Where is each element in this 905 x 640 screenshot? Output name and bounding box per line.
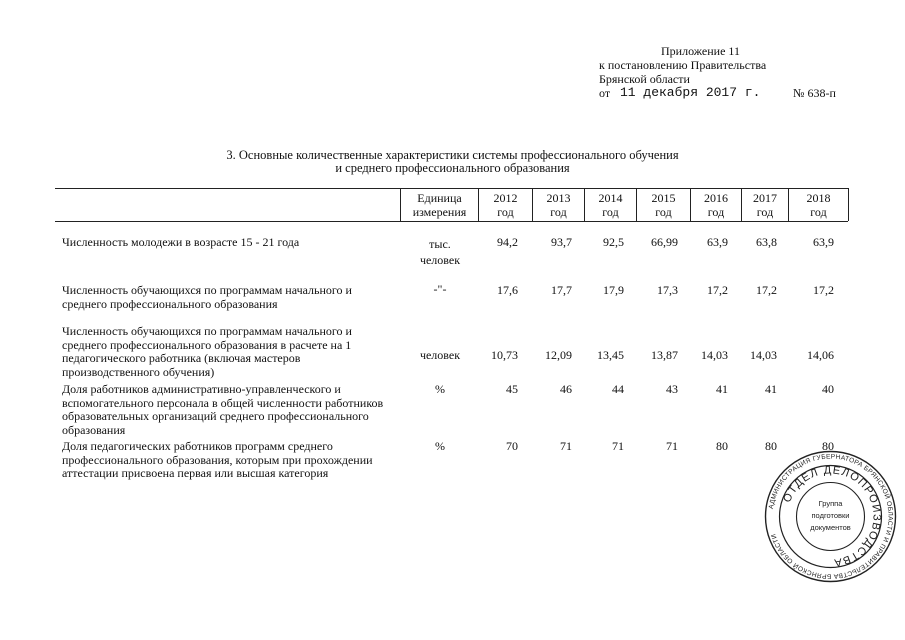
- table-header-rule: [55, 221, 848, 222]
- year-header-suffix: год: [756, 205, 774, 219]
- row-value: 80: [822, 439, 834, 453]
- row-value: 17,9: [603, 283, 624, 297]
- table-top-rule: [55, 188, 848, 189]
- year-header: 2015: [651, 191, 676, 205]
- row-value: 14,03: [701, 348, 728, 362]
- row-value: 17,2: [756, 283, 777, 297]
- row-value: 41: [765, 382, 777, 396]
- row-value: 14,06: [807, 348, 834, 362]
- row-label: Доля педагогических работников программ среднего профессионального образования, которым при прохождении аттестации присвоена первая или высшая категория: [62, 439, 373, 480]
- year-header: 2018: [806, 191, 831, 205]
- row-unit: %: [435, 439, 445, 453]
- row-value: 43: [666, 382, 678, 396]
- row-value: 80: [716, 439, 728, 453]
- year-header-suffix: год: [602, 205, 619, 219]
- row-value: 17,7: [551, 283, 572, 297]
- row-label: Доля работников административно-управленческого и вспомогательного персонала в общей численности работников образовательных организаций среднего профессионального образования: [62, 382, 384, 437]
- row-value: 41: [716, 382, 728, 396]
- row-value: 46: [560, 382, 572, 396]
- row-value: 10,73: [491, 348, 518, 362]
- row-value: 80: [765, 439, 777, 453]
- row-value: 44: [612, 382, 624, 396]
- stamp-inner-text: ОТДЕЛ ДЕЛОПРОИЗВОДСТВА: [781, 464, 883, 569]
- stamp-center-line: Группа: [818, 499, 843, 508]
- date-prefix: от: [599, 86, 611, 100]
- row-value: 17,3: [657, 283, 678, 297]
- year-header: 2017: [753, 191, 777, 205]
- row-value: 66,99: [651, 235, 678, 249]
- year-header: 2014: [598, 191, 623, 205]
- unit-header-line1: Единица: [417, 191, 462, 205]
- row-value: 45: [506, 382, 518, 396]
- column-divider: [848, 188, 849, 221]
- section-title-line2: и среднего профессионального образования: [335, 161, 570, 175]
- row-label: Численность молодежи в возрасте 15 - 21 года: [62, 235, 300, 249]
- decree-number: № 638-п: [793, 86, 836, 100]
- year-header-suffix: год: [497, 205, 514, 219]
- row-value: 94,2: [497, 235, 518, 249]
- year-header-suffix: год: [707, 205, 725, 219]
- decree-date: 11 декабря 2017 г.: [620, 85, 761, 100]
- year-header-suffix: год: [550, 205, 567, 219]
- appendix-label: Приложение 11: [661, 44, 740, 58]
- row-unit: -"-: [433, 282, 447, 296]
- row-value: 13,45: [597, 348, 624, 362]
- row-unit: %: [435, 382, 445, 396]
- row-value: 63,9: [813, 235, 834, 249]
- row-label: Численность обучающихся по программам начального и среднего профессионального образования в расчете на 1 педагогического работника (включая мастеров производственного обучения): [62, 324, 352, 379]
- row-value: 93,7: [551, 235, 572, 249]
- year-header: 2013: [546, 191, 571, 205]
- year-header-suffix: год: [655, 205, 672, 219]
- region-name: Брянской области: [599, 72, 690, 86]
- year-header-suffix: год: [810, 205, 827, 219]
- stamp-outer-text: АДМИНИСТРАЦИЯ ГУБЕРНАТОРА БРЯНСКОЙ ОБЛАСТИ И ПРАВИТЕЛЬСТВА БРЯНСКОЙ ОБЛАСТИ: [767, 453, 894, 580]
- year-header: 2012: [493, 191, 518, 205]
- row-value: 40: [822, 382, 834, 396]
- official-stamp: [763, 449, 898, 584]
- row-unit: тыс. человек: [419, 237, 461, 267]
- row-value: 17,2: [813, 283, 834, 297]
- row-value: 70: [506, 439, 518, 453]
- row-value: 92,5: [603, 235, 624, 249]
- stamp-center-line: документов: [810, 523, 851, 532]
- row-value: 13,87: [651, 348, 678, 362]
- row-value: 71: [666, 439, 678, 453]
- unit-header-line2: измерения: [412, 205, 467, 219]
- row-value: 63,8: [756, 235, 777, 249]
- row-value: 63,9: [707, 235, 728, 249]
- decree-reference: к постановлению Правительства: [599, 58, 767, 72]
- section-title-line1: 3. Основные количественные характеристики системы профессионального обучения: [226, 148, 679, 162]
- row-value: 17,6: [497, 283, 518, 297]
- row-unit: человек: [419, 348, 461, 362]
- stamp-center-line: подготовки: [811, 511, 850, 520]
- year-header: 2016: [704, 191, 728, 205]
- row-label: Численность обучающихся по программам начального и среднего профессионального образования: [62, 283, 352, 311]
- row-value: 71: [560, 439, 572, 453]
- row-value: 71: [612, 439, 624, 453]
- row-value: 12,09: [545, 348, 572, 362]
- row-value: 14,03: [750, 348, 777, 362]
- row-value: 17,2: [707, 283, 728, 297]
